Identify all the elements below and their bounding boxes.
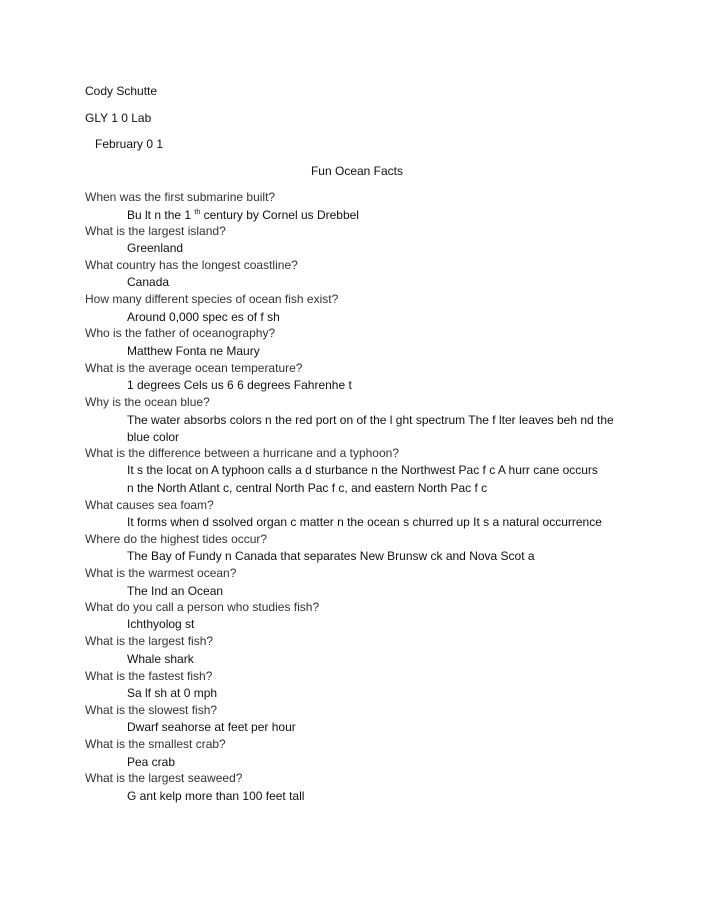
answer-12: Ichthyolog st	[127, 617, 195, 631]
question-4: How many different species of ocean fish exist?	[85, 292, 339, 306]
answer-14: Sa lf sh at 0 mph	[127, 686, 218, 700]
question-6: What is the average ocean temperature?	[85, 361, 303, 375]
answer-8-line-2: n the North Atlant c, central North Pac f c, and eastern North Pac f c	[127, 481, 488, 495]
question-14: What is the fastest fish?	[85, 669, 213, 683]
answer-9: It forms when d ssolved organ c matter n the ocean s churred up It s a natural occurrence	[127, 515, 602, 529]
answer-3: Canada	[127, 275, 170, 289]
answer-6: 1 degrees Cels us 6 6 degrees Fahrenhe t	[127, 378, 352, 392]
document-title: Fun Ocean Facts	[310, 164, 404, 178]
question-15: What is the slowest fish?	[85, 703, 218, 717]
answer-7: The water absorbs colors n the red port on of the l ght spectrum The f lter leaves beh nd the blue color	[127, 413, 614, 444]
question-10: Where do the highest tides occur?	[85, 532, 268, 546]
question-3: What country has the longest coastline?	[85, 258, 298, 272]
question-11: What is the warmest ocean?	[85, 566, 237, 580]
answer-10: The Bay of Fundy n Canada that separates New Brunsw ck and Nova Scot a	[127, 549, 535, 563]
answer-17: G ant kelp more than 100 feet tall	[127, 789, 305, 803]
question-2: What is the largest island?	[85, 224, 226, 238]
answer-5: Matthew Fonta ne Maury	[127, 344, 260, 358]
question-16: What is the smallest crab?	[85, 737, 226, 751]
question-8: What is the difference between a hurricane and a typhoon?	[85, 446, 399, 460]
author-name: Cody Schutte	[85, 84, 158, 98]
document-date: February 0 1	[95, 137, 164, 151]
question-7: Why is the ocean blue?	[85, 395, 210, 409]
answer-16: Pea crab	[127, 755, 176, 769]
answer-13: Whale shark	[127, 652, 194, 666]
question-13: What is the largest fish?	[85, 634, 214, 648]
question-9: What causes sea foam?	[85, 498, 214, 512]
answer-4: Around 0,000 spec es of f sh	[127, 310, 280, 324]
question-12: What do you call a person who studies fish?	[85, 600, 320, 614]
question-17: What is the largest seaweed?	[85, 771, 243, 785]
answer-15: Dwarf seahorse at feet per hour	[127, 720, 296, 734]
course-code: GLY 1 0 Lab	[85, 111, 152, 125]
answer-8-line-1: It s the locat on A typhoon calls a d sturbance n the Northwest Pac f c A hurr cane occurs	[127, 463, 598, 477]
answer-1: Bu lt n the 1 $^{th}$ century by Cornel us Drebbel	[127, 208, 359, 222]
answer-11: The Ind an Ocean	[127, 584, 224, 598]
question-5: Who is the father of oceanography?	[85, 326, 276, 340]
question-1: When was the first submarine built?	[85, 190, 276, 204]
answer-2: Greenland	[127, 241, 184, 255]
